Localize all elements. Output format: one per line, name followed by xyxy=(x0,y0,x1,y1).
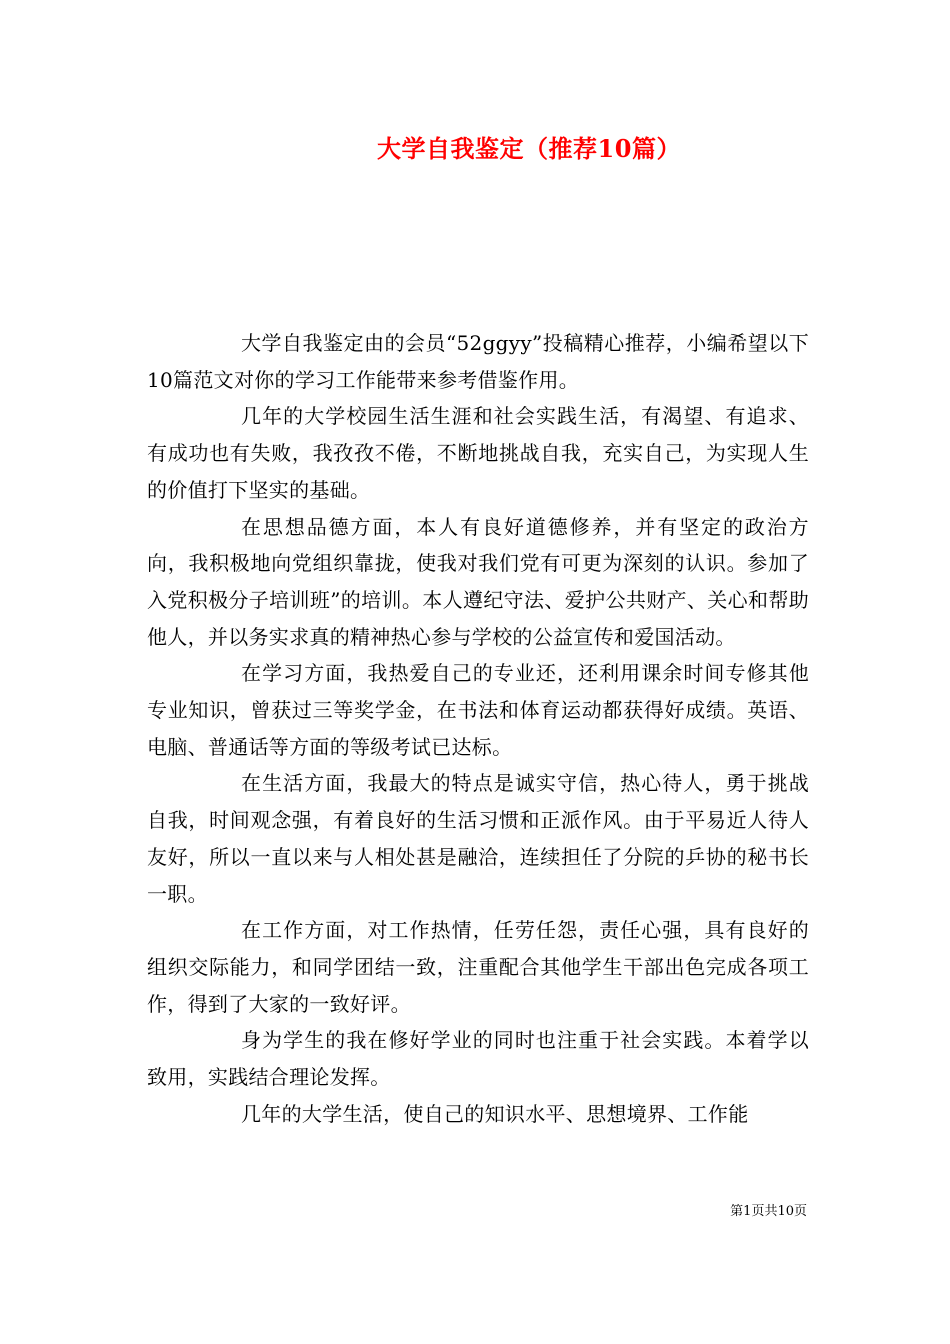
page-number-footer: 第1页共10页 xyxy=(730,1204,807,1219)
paragraph-overview: 几年的大学校园生活生涯和社会实践生活，有渴望、有追求、有成功也有失败，我孜孜不倦，不断地挑战自我，充实自己，为实现人生的价值打下坚实的基础。 xyxy=(147,404,809,502)
paragraph-study: 在学习方面，我热爱自己的专业还，还利用课余时间专修其他专业知识，曾获过三等奖学金，在书法和体育运动都获得好成绩。英语、电脑、普通话等方面的等级考试已达标。 xyxy=(147,661,809,759)
paragraph-life: 在生活方面，我最大的特点是诚实守信，热心待人，勇于挑战自我，时间观念强，有着良好的生活习惯和正派作风。由于平易近人待人友好，所以一直以来与人相处甚是融洽，连续担任了分院的乒协的秘书长一职。 xyxy=(147,771,809,906)
page-title: 大学自我鉴定（推荐10篇） xyxy=(377,134,681,163)
paragraph-conclusion: 几年的大学生活，使自己的知识水平、思想境界、工作能 xyxy=(241,1101,749,1126)
paragraph-work: 在工作方面，对工作热情，任劳任怨，责任心强，具有良好的组织交际能力，和同学团结一致，注重配合其他学生干部出色完成各项工作，得到了大家的一致好评。 xyxy=(147,918,809,1016)
paragraph-ideology: 在思想品德方面，本人有良好道德修养，并有坚定的政治方向，我积极地向党组织靠拢，使我对我们党有可更为深刻的认识。参加了入党积极分子培训班”的培训。本人遵纪守法、爱护公共财产、关心和帮助他人，并以务实求真的精神热心参与学校的公益宣传和爱国活动。 xyxy=(147,514,809,649)
paragraph-intro: 大学自我鉴定由的会员“52ggyy”投稿精心推荐，小编希望以下10篇范文对你的学习工作能带来参考借鉴作用。 xyxy=(147,331,809,392)
document-body xyxy=(147,325,809,1132)
paragraph-practice: 身为学生的我在修好学业的同时也注重于社会实践。本着学以致用，实践结合理论发挥。 xyxy=(147,1028,809,1090)
